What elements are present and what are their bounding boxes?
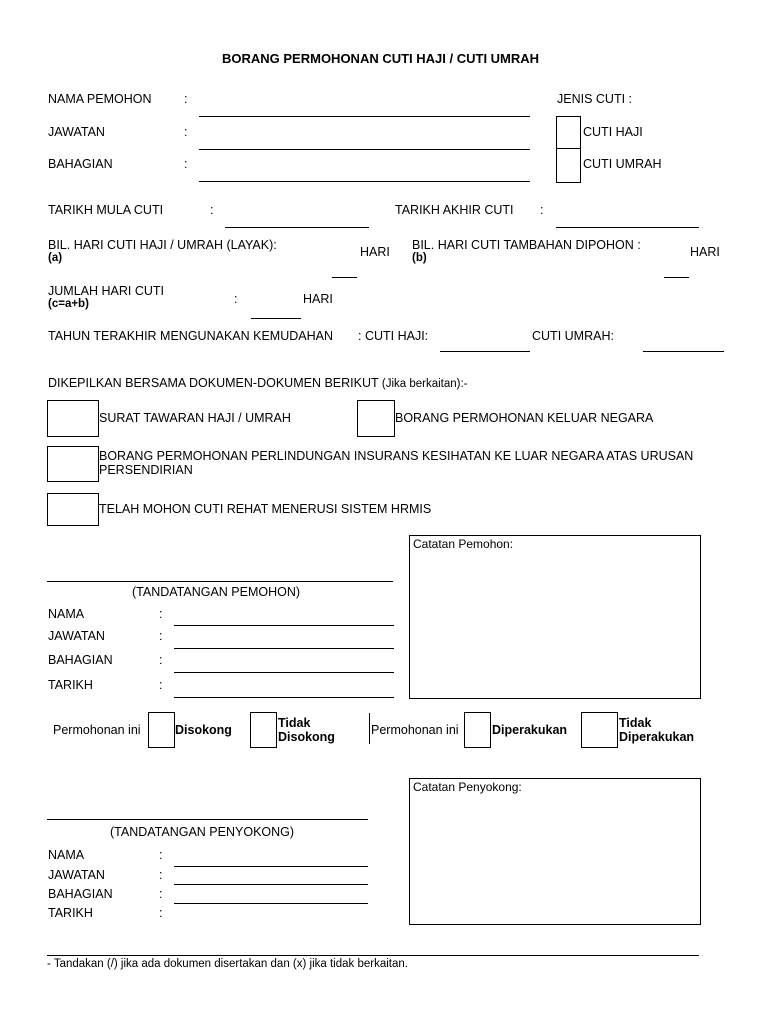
decision-prefix-right: Permohonan ini — [371, 723, 459, 737]
colon: : — [159, 607, 163, 621]
eligible-days-field[interactable] — [332, 277, 357, 278]
supporter-sign-division-field[interactable] — [174, 903, 368, 904]
attachment-checkbox-hrmis[interactable] — [47, 493, 99, 526]
supporter-sign-date-label: TARIKH — [48, 906, 93, 920]
supporter-sign-position-label: JAWATAN — [48, 868, 105, 882]
tidak-diperakukan-word: Tidak — [619, 716, 652, 730]
attachment-label-offer-letter: SURAT TAWARAN HAJI / UMRAH — [99, 411, 291, 425]
eligible-days-unit: HARI — [360, 245, 390, 259]
applicant-signature-caption: (TANDATANGAN PEMOHON) — [132, 585, 301, 599]
applicant-notes-box[interactable] — [409, 535, 701, 699]
total-days-field[interactable] — [251, 318, 301, 319]
footnote: - Tandakan (/) jika ada dokumen disertakan dan (x) jika tidak berkaitan. — [47, 958, 408, 970]
additional-days-field[interactable] — [664, 277, 689, 278]
additional-days-code: (b) — [412, 252, 427, 264]
leave-type-label: JENIS CUTI : — [557, 92, 633, 106]
supporter-notes-box[interactable] — [409, 778, 701, 925]
applicant-sign-division-label: BAHAGIAN — [48, 653, 113, 667]
colon: : — [159, 906, 163, 920]
attachment-checkbox-offer-letter[interactable] — [47, 400, 99, 437]
decision-prefix-left: Permohonan ini — [53, 723, 141, 737]
supporter-sign-name-field[interactable] — [174, 866, 368, 867]
supporter-sign-name-label: NAMA — [48, 848, 85, 862]
attachment-label-overseas-form: BORANG PERMOHONAN KELUAR NEGARA — [395, 411, 654, 425]
applicant-sign-date-field[interactable] — [174, 697, 394, 698]
applicant-position-label: JAWATAN — [48, 125, 105, 139]
attachments-heading-text: DIKEPILKAN BERSAMA DOKUMEN-DOKUMEN BERIKUT — [48, 376, 379, 390]
tidak-disokong-word: Tidak — [278, 716, 311, 730]
end-date-field[interactable] — [556, 227, 699, 228]
colon: : — [210, 203, 214, 217]
colon: : — [234, 292, 238, 306]
cuti-haji-checkbox[interactable] — [556, 116, 581, 150]
footnote-divider — [47, 955, 699, 956]
colon: : — [540, 203, 544, 217]
supporter-notes-label: Catatan Penyokong: — [413, 780, 522, 794]
supporter-signature-line[interactable] — [47, 819, 368, 820]
eligible-days-code: (a) — [48, 252, 63, 264]
colon: : — [159, 848, 163, 862]
diperakukan-checkbox[interactable] — [464, 712, 491, 748]
disokong-label: Disokong — [175, 723, 232, 737]
total-days-unit: HARI — [303, 292, 333, 306]
start-date-label: TARIKH MULA CUTI — [48, 203, 164, 217]
colon: : — [159, 868, 163, 882]
applicant-name-label: NAMA PEMOHON — [48, 92, 152, 106]
form-title: BORANG PERMOHONAN CUTI HAJI / CUTI UMRAH — [222, 51, 540, 66]
total-days-label: JUMLAH HARI CUTI — [48, 284, 164, 298]
applicant-signature-line[interactable] — [47, 581, 393, 582]
supporter-sign-division-label: BAHAGIAN — [48, 887, 113, 901]
applicant-division-label: BAHAGIAN — [48, 157, 113, 171]
tidak-diperakukan-label: Diperakukan — [619, 730, 695, 744]
cuti-umrah-label: CUTI UMRAH — [583, 157, 662, 171]
additional-days-label: BIL. HARI CUTI TAMBAHAN DIPOHON : — [412, 238, 641, 252]
colon: : — [184, 92, 188, 106]
colon: : — [159, 653, 163, 667]
applicant-sign-division-field[interactable] — [174, 672, 394, 673]
applicant-sign-position-label: JAWATAN — [48, 629, 105, 643]
last-year-umrah-label: CUTI UMRAH: — [532, 329, 614, 343]
disokong-checkbox[interactable] — [148, 712, 175, 748]
colon: : — [159, 678, 163, 692]
attachment-label-hrmis: TELAH MOHON CUTI REHAT MENERUSI SISTEM HRMIS — [99, 502, 432, 516]
attachments-heading — [48, 376, 468, 390]
tidak-disokong-label: Disokong — [278, 730, 335, 744]
diperakukan-label: Diperakukan — [492, 723, 568, 737]
end-date-label: TARIKH AKHIR CUTI — [395, 203, 514, 217]
colon: : — [184, 157, 188, 171]
attachment-checkbox-overseas-form[interactable] — [357, 400, 395, 437]
last-year-umrah-field[interactable] — [643, 351, 724, 352]
applicant-sign-name-label: NAMA — [48, 607, 85, 621]
additional-days-unit: HARI — [690, 245, 720, 259]
colon: : — [184, 125, 188, 139]
applicant-sign-name-field[interactable] — [174, 625, 394, 626]
applicant-sign-position-field[interactable] — [174, 648, 394, 649]
cuti-haji-label: CUTI HAJI — [583, 125, 643, 139]
applicant-division-field[interactable] — [199, 181, 530, 182]
tidak-diperakukan-checkbox[interactable] — [581, 712, 618, 748]
colon: : — [159, 629, 163, 643]
applicant-name-field[interactable] — [199, 116, 530, 117]
cuti-umrah-checkbox[interactable] — [556, 148, 581, 183]
total-days-code: (c=a+b) — [48, 298, 89, 310]
attachment-checkbox-insurance-form[interactable] — [47, 446, 99, 482]
last-year-haji-field[interactable] — [440, 351, 530, 352]
last-year-label: TAHUN TERAKHIR MENGUNAKAN KEMUDAHAN — [48, 329, 333, 343]
applicant-position-field[interactable] — [199, 149, 530, 150]
colon: : — [159, 887, 163, 901]
applicant-notes-label: Catatan Pemohon: — [413, 537, 514, 551]
attachment-label-insurance-form-line1: BORANG PERMOHONAN PERLINDUNGAN INSURANS KESIHATAN KE LUAR NEGARA ATAS URUSAN — [99, 449, 694, 463]
supporter-sign-position-field[interactable] — [174, 884, 368, 885]
attachment-label-insurance-form-line2: PERSENDIRIAN — [99, 463, 193, 477]
decision-divider — [369, 713, 370, 744]
attachments-heading-note: (Jika berkaitan):- — [381, 378, 468, 390]
tidak-disokong-checkbox[interactable] — [250, 712, 277, 748]
eligible-days-label: BIL. HARI CUTI HAJI / UMRAH (LAYAK): — [48, 238, 277, 252]
applicant-sign-date-label: TARIKH — [48, 678, 93, 692]
start-date-field[interactable] — [225, 227, 369, 228]
supporter-signature-caption: (TANDATANGAN PENYOKONG) — [110, 825, 295, 839]
last-year-haji-label: : CUTI HAJI: — [358, 329, 429, 343]
